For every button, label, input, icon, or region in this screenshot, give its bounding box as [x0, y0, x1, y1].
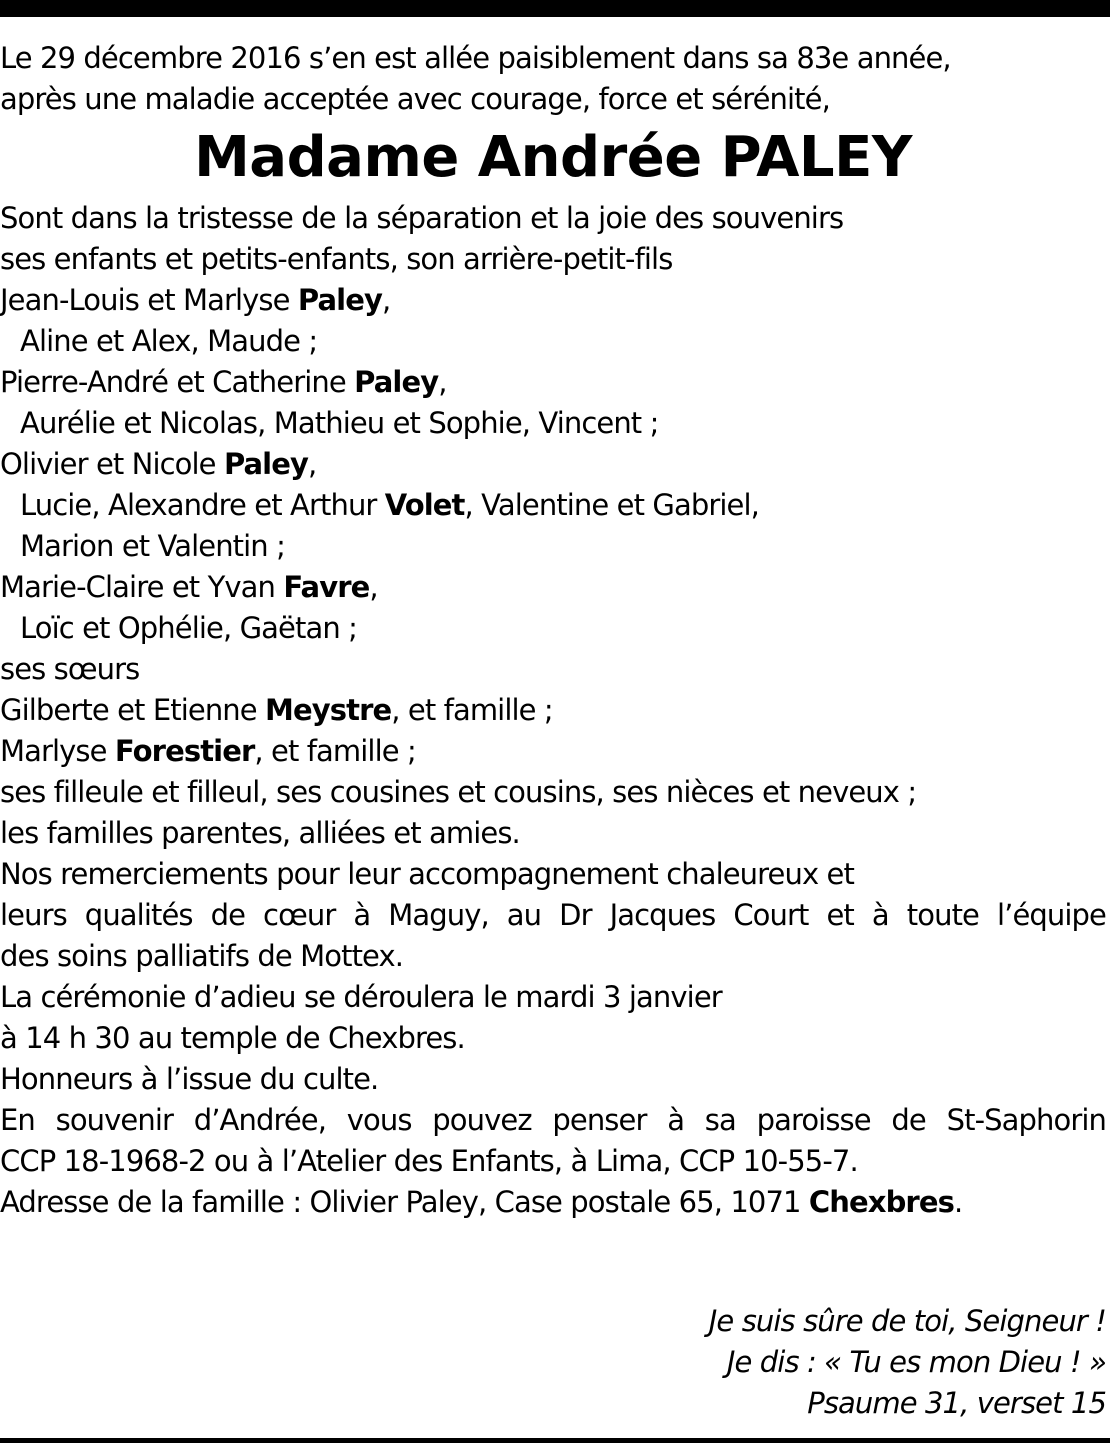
ceremony-line: La cérémonie d’adieu se déroulera le mardi 3 janvier [0, 980, 722, 1014]
bottom-border-rule [0, 1438, 1110, 1443]
donation-line: CCP 18-1968-2 ou à l’Atelier des Enfants, à Lima, CCP 10-55-7. [0, 1144, 858, 1178]
top-border-rule [0, 0, 1110, 17]
intro-line-1: Le 29 décembre 2016 s’en est allée paisiblement dans sa 83e année, [0, 41, 951, 75]
intro-line-2: après une maladie acceptée avec courage, force et sérénité, [0, 82, 830, 116]
family-line: Marie-Claire et Yvan Favre, [0, 570, 378, 604]
body-line: ses enfants et petits-enfants, son arrière-petit-fils [0, 242, 673, 276]
psalm-line-1: Je suis sûre de toi, Seigneur ! [708, 1304, 1106, 1338]
psalm-quote [709, 1301, 1106, 1424]
notice-content [0, 38, 1106, 1223]
family-line: Gilberte et Etienne Meystre, et famille ; [0, 693, 553, 727]
psalm-reference: Psaume 31, verset 15 [807, 1386, 1106, 1420]
family-line: Pierre-André et Catherine Paley, [0, 365, 447, 399]
family-surname: Paley [297, 283, 382, 317]
family-surname: Paley [223, 447, 308, 481]
ceremony-line: à 14 h 30 au temple de Chexbres. [0, 1021, 465, 1055]
address-town: Chexbres [808, 1185, 954, 1219]
grandchildren-line: Aline et Alex, Maude ; [20, 324, 318, 358]
family-surname: Volet [384, 488, 465, 522]
family-surname: Favre [283, 570, 370, 604]
family-surname: Forestier [114, 734, 255, 768]
grandchildren-line: Loïc et Ophélie, Gaëtan ; [20, 611, 357, 645]
thanks-line: leurs qualités de cœur à Maguy, au Dr Jacques Court et à toute l’équipe [0, 898, 1106, 932]
body-line: Sont dans la tristesse de la séparation et la joie des souvenirs [0, 201, 844, 235]
psalm-line-2: Je dis : « Tu es mon Dieu ! » [726, 1345, 1106, 1379]
deceased-name-heading: Madame Andrée PALEY [194, 125, 912, 190]
body-line: ses sœurs [0, 652, 140, 686]
family-address-line: Adresse de la famille : Olivier Paley, Case postale 65, 1071 Chexbres. [0, 1185, 963, 1219]
body-line: les familles parentes, alliées et amies. [0, 816, 520, 850]
family-surname: Paley [354, 365, 439, 399]
ceremony-line: Honneurs à l’issue du culte. [0, 1062, 379, 1096]
family-surname: Meystre [265, 693, 392, 727]
thanks-line: Nos remerciements pour leur accompagnement chaleureux et [0, 857, 854, 891]
donation-line: En souvenir d’Andrée, vous pouvez penser à sa paroisse de St-Saphorin [0, 1103, 1106, 1137]
family-line: Jean-Louis et Marlyse Paley, [0, 283, 391, 317]
family-line: Marlyse Forestier, et famille ; [0, 734, 416, 768]
family-line: Olivier et Nicole Paley, [0, 447, 317, 481]
thanks-line: des soins palliatifs de Mottex. [0, 939, 404, 973]
body-line: ses filleule et filleul, ses cousines et cousins, ses nièces et neveux ; [0, 775, 917, 809]
grandchildren-line: Aurélie et Nicolas, Mathieu et Sophie, Vincent ; [20, 406, 659, 440]
grandchildren-line: Lucie, Alexandre et Arthur Volet, Valentine et Gabriel, [20, 488, 759, 522]
grandchildren-line: Marion et Valentin ; [20, 529, 285, 563]
